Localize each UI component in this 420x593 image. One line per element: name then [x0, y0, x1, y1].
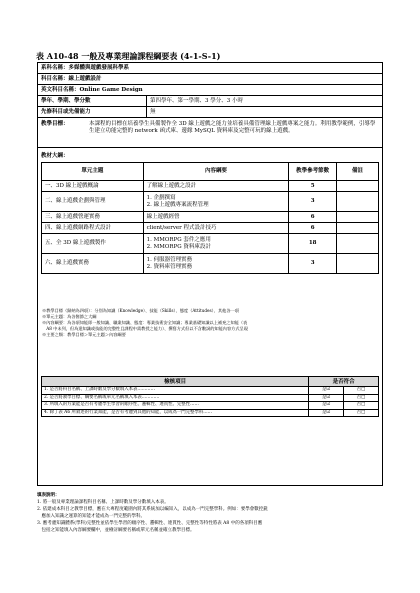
content-cell [143, 234, 289, 254]
content-cell [143, 192, 289, 212]
outline-table [41, 162, 379, 274]
goal-row [38, 118, 382, 148]
checklist-item: 1. 是否將科目名稱、上課時數及學分數填入本表………… [42, 387, 309, 395]
content-line: 2. MMORPG 資料庫設計 [146, 243, 211, 250]
table-row [42, 181, 379, 192]
header-content: 內容綱要 [143, 163, 289, 181]
note-cell [337, 254, 379, 274]
no-checkbox[interactable]: 否□ [344, 387, 379, 395]
content-line: 2. 資料庫管理實務 [146, 263, 193, 270]
hours-cell: 18 [289, 234, 337, 254]
note-cell [337, 212, 379, 223]
checklist-item: 3. 所填入的方案能是否有考慮學生學習的順序性、邏輯性、連貫性、完整性…… [42, 402, 309, 410]
content-cell [143, 254, 289, 274]
checklist-header-row [42, 377, 379, 387]
prereq-value: 無 [146, 107, 382, 117]
instruction-line: 3. 應考慮知識體系(學科)完整性並依學生學習的順序性、邏輯性、連貫性、完整性等特性將表 A8 中的各項科目應 [37, 521, 263, 526]
content-cell: 線上遊戲經營 [143, 212, 289, 223]
table-row [42, 212, 379, 223]
outline-label: 教材大綱： [41, 153, 69, 159]
checklist-row [42, 409, 379, 417]
prereq-label: 先修科目或先備能力 [41, 108, 91, 115]
course-en-row [38, 85, 382, 96]
yes-checkbox[interactable]: 是☑ [309, 402, 344, 410]
year-label: 學年、學期、學分數 [41, 97, 91, 104]
instruction-line: 2. 依建成本科目之教學目標，應在大專程度範圍內將其系統加以編知入，以成為一門完整學科。例如：要學會數控銑 [37, 507, 268, 512]
instructions-heading: 填表說明： [37, 493, 60, 498]
goal-label: 教學目標： [41, 121, 69, 127]
instruction-line: 包括之知能填入內容綱要欄中，並檢討綱要名稱或單元名稱並確立教學目標。 [37, 528, 195, 533]
note-line: ※主要之類：教學目標＞單元主題＞內容綱要 [42, 332, 126, 337]
no-checkbox[interactable]: 否□ [344, 409, 379, 417]
unit-cell: 六、線上遊戲實務 [42, 254, 144, 274]
unit-cell: 一、3D 線上遊戲概論 [42, 181, 144, 192]
goal-text: 本課程的目標在培養學生具備製作全 3D 線上遊戲之能力並培養具備管理線上遊戲專案之能力。利用教學範例，引導學生建立功能完整的 network 函式庫、邊緣 MySQL 資料庫及完整可玩的線上遊戲。 [89, 121, 376, 134]
checklist-item: 4. 除了表 A6 所敘述的行業知能，是否有考慮到其他的知能，以成為一門完整學科…… [42, 409, 309, 417]
hours-cell: 6 [289, 223, 337, 234]
hours-cell: 6 [289, 212, 337, 223]
note-line: ※單元主題：為各箇節之大綱 [42, 314, 97, 319]
note-cell [337, 181, 379, 192]
yes-checkbox[interactable]: 是☑ [309, 409, 344, 417]
header-note: 備註 [337, 163, 379, 181]
checklist-header-ok: 是否符合 [309, 377, 379, 387]
outline-header-row [42, 163, 379, 181]
note-cell [337, 223, 379, 234]
checklist-item: 2. 是否將教學目標、綱要名稱或單元名稱填入本表………… [42, 394, 309, 402]
table-row [42, 254, 379, 274]
header-unit: 單元主題 [42, 163, 144, 181]
note-cell [337, 234, 379, 254]
prereq-row [38, 107, 382, 118]
no-checkbox[interactable]: 否□ [344, 394, 379, 402]
content-line: 1. 伺服器管理實務 [146, 256, 193, 263]
table-row [42, 234, 379, 254]
course-name-cn: 科目名稱：線上遊戲設計 [41, 75, 102, 82]
page-title: 表 A10-48 一般及專業理論課程綱要表 (4-1-S-1) [36, 51, 221, 61]
department-row [38, 63, 382, 74]
content-line: 1. MMORPG 套件之應用 [146, 236, 211, 243]
yes-checkbox[interactable]: 是☑ [309, 387, 344, 395]
year-value: 第四學年、第一學期、3 學分、3 小時 [146, 96, 382, 106]
table-row [42, 223, 379, 234]
checklist-header-item: 檢核項目 [42, 377, 309, 387]
no-checkbox[interactable]: 否□ [344, 402, 379, 410]
hours-cell: 3 [289, 192, 337, 212]
course-name-en: 英文科目名稱：Online Game Design [41, 86, 143, 93]
instructions-block [37, 492, 387, 534]
content-line: 2. 線上遊戲專案流程管理 [146, 201, 209, 208]
content-cell: client/server 程式設計技巧 [143, 223, 289, 234]
note-line: ※教學目標（歸納為四項）：分別為知識（Knowledge）、技能（Skills）、態度（Attitudes）、其他各一項 [42, 308, 239, 313]
unit-cell: 四、線上遊戲網路程式設計 [42, 223, 144, 234]
hours-cell: 5 [289, 181, 337, 192]
checklist-row [42, 387, 379, 395]
course-cn-row [38, 74, 382, 85]
instruction-line: 應加入知識之運算的知能才能成為一門完整的學科。 [37, 514, 145, 519]
department-label: 系科名稱：多媒體與遊戲發展科學系 [41, 64, 130, 71]
instruction-line: 1. 將一般及專業理論課程科目名稱、上課時數及學分數填入本表。 [37, 500, 169, 505]
hours-cell: 3 [289, 254, 337, 274]
content-line: 1. 企劃撰寫 [146, 194, 176, 201]
unit-cell: 三、線上遊戲營運實務 [42, 212, 144, 223]
content-cell: 了解線上遊戲之設計 [143, 181, 289, 192]
note-cell [337, 192, 379, 212]
checklist-table [41, 376, 379, 417]
unit-cell: 五、全 3D 線上遊戲製作 [42, 234, 144, 254]
yes-checkbox[interactable]: 是☑ [309, 394, 344, 402]
header-hours: 教學參考節數 [289, 163, 337, 181]
checklist-row [42, 402, 379, 410]
note-line: ※內容綱要：為各項知能即一般知識、職業知識、態度：專業技術安全知識；專業基礎知識以上補充之知能（表 [42, 320, 248, 325]
course-outline-form [37, 62, 383, 486]
checklist-row [42, 394, 379, 402]
unit-cell: 二、線上遊戲企劃與管理 [42, 192, 144, 212]
note-line: A8 中未列，但為達知識或技能的完整性且課程中需教授之能力）、撰寫方式但以不含數詞的知能內容方式呈現 [42, 326, 248, 331]
year-row [38, 96, 382, 107]
table-row [42, 192, 379, 212]
notes-block [42, 308, 380, 338]
